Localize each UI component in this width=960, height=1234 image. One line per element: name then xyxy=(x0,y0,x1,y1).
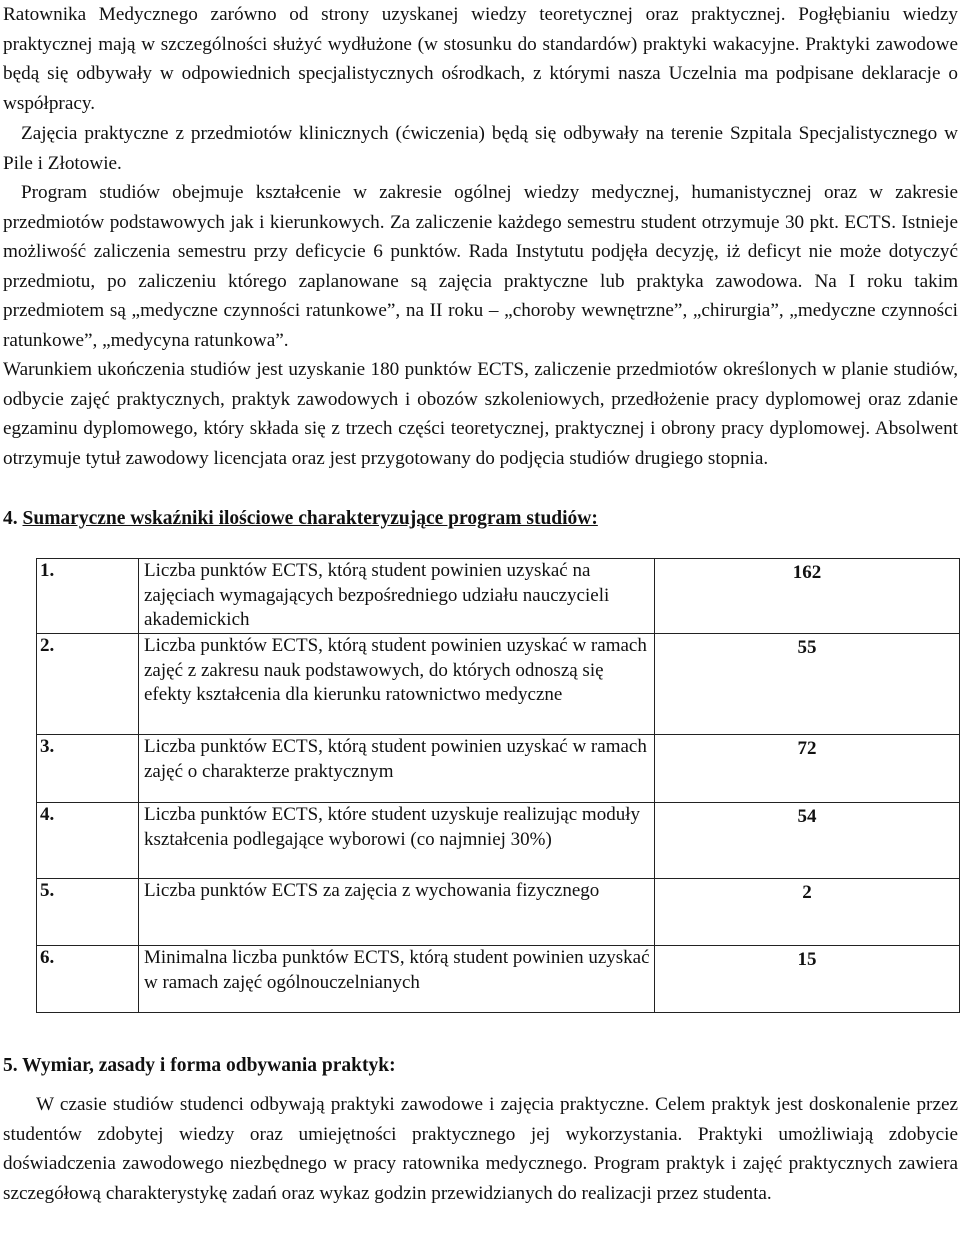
row-number: 5. xyxy=(37,879,139,946)
paragraph-clinical-classes: Zajęcia praktyczne z przedmiotów klinicznych (ćwiczenia) będą się odbywały na terenie Szpitala Specjalistycznego w Pile i Złotowie. xyxy=(3,123,958,174)
table-row xyxy=(37,634,960,735)
paragraph-practice-intro: Ratownika Medycznego zarówno od strony uzyskanej wiedzy teoretycznej oraz praktycznej. Pogłębianiu wiedzy praktycznej mają w szczególności służyć wydłużone (w stosunku do standardów) praktyki wakacyjne. Praktyki zawodowe będą się odbywały w odpowiednich specjalistycznych ośrodkach, z którymi nasza Uczelnia ma podpisane deklaracje o współpracy. xyxy=(3,4,958,114)
document-page xyxy=(3,0,958,533)
paragraph-program-scope: Program studiów obejmuje kształcenie w zakresie ogólnej wiedzy medycznej, humanistycznej oraz w zakresie przedmiotów podstawowych jak i kierunkowych. Za zaliczenie każdego semestru student otrzymuje 30 pkt. ECTS. Istnieje możliwość zaliczenia semestru przy deficycie 6 punktów. Rada Instytutu podjęła decyzję, iż deficyt nie może dotyczyć przedmiotu, po zaliczeniu którego zaplanowane są zajęcia praktyczne lub praktyka zawodowa. Na I roku takim przedmiotem są „medyczne czynności ratunkowe”, na II roku – „choroby wewnętrzne”, „chirurgia”, „medyczne czynności ratunkowe”, „medycyna ratunkowa”. xyxy=(3,182,958,351)
ects-indicators-table xyxy=(36,558,960,1013)
table-row xyxy=(37,803,960,879)
row-value: 2 xyxy=(655,879,960,946)
section-5 xyxy=(3,1052,958,1208)
paragraph-graduation-requirements: Warunkiem ukończenia studiów jest uzyskanie 180 punktów ECTS, zaliczenie przedmiotów określonych w planie studiów, odbycie zajęć praktycznych, praktyk zawodowych i obozów szkoleniowych, przedłożenie pracy dyplomowej oraz zdanie egzaminu dyplomowego, który składa się z trzech części teoretycznej, praktycznej i obrony pracy dyplomowej. Absolwent otrzymuje tytuł zawodowy licencjata oraz jest przygotowany do podjęcia studiów drugiego stopnia. xyxy=(3,359,958,469)
row-description: Minimalna liczba punktów ECTS, którą student powinien uzyskać w ramach zajęć ogólnouczelnianych xyxy=(139,946,655,1013)
row-number: 6. xyxy=(37,946,139,1013)
row-number: 3. xyxy=(37,735,139,803)
row-value: 15 xyxy=(655,946,960,1013)
row-number: 4. xyxy=(37,803,139,879)
table-row xyxy=(37,735,960,803)
row-number: 2. xyxy=(37,634,139,735)
row-description: Liczba punktów ECTS, którą student powinien uzyskać w ramach zajęć o charakterze praktycznym xyxy=(139,735,655,803)
section-4-title: Sumaryczne wskaźniki ilościowe charakteryzujące program studiów: xyxy=(22,508,598,529)
row-value: 162 xyxy=(655,559,960,634)
row-value: 55 xyxy=(655,634,960,735)
row-description: Liczba punktów ECTS za zajęcia z wychowania fizycznego xyxy=(139,879,655,946)
table-row xyxy=(37,879,960,946)
row-description: Liczba punktów ECTS, które student uzyskuje realizując moduły kształcenia podlegające wyborowi (co najmniej 30%) xyxy=(139,803,655,879)
row-value: 54 xyxy=(655,803,960,879)
row-number: 1. xyxy=(37,559,139,634)
table-row xyxy=(37,946,960,1013)
paragraph-practice-description: W czasie studiów studenci odbywają praktyki zawodowe i zajęcia praktyczne. Celem praktyk jest doskonalenie przez studentów zdobytej wiedzy oraz umiejętności praktycznego jej wykorzystania. Praktyki umożliwiają zdobycie doświadczenia zawodowego niezbędnego w pracy ratownika medycznego. Program praktyk i zajęć praktycznych zawiera szczegółową charakterystykę zadań oraz wykaz godzin przewidzianych do realizacji przez studenta. xyxy=(3,1094,958,1204)
section-4-number: 4. xyxy=(3,508,18,529)
row-value: 72 xyxy=(655,735,960,803)
table-row xyxy=(37,559,960,634)
section-4-heading xyxy=(3,505,958,533)
section-5-heading: 5. Wymiar, zasady i forma odbywania praktyk: xyxy=(3,1055,396,1076)
row-description: Liczba punktów ECTS, którą student powinien uzyskać w ramach zajęć z zakresu nauk podstawowych, do których odnoszą się efekty kształcenia dla kierunku ratownictwo medyczne xyxy=(139,634,655,735)
row-description: Liczba punktów ECTS, którą student powinien uzyskać na zajęciach wymagających bezpośredniego udziału nauczycieli akademickich xyxy=(139,559,655,634)
